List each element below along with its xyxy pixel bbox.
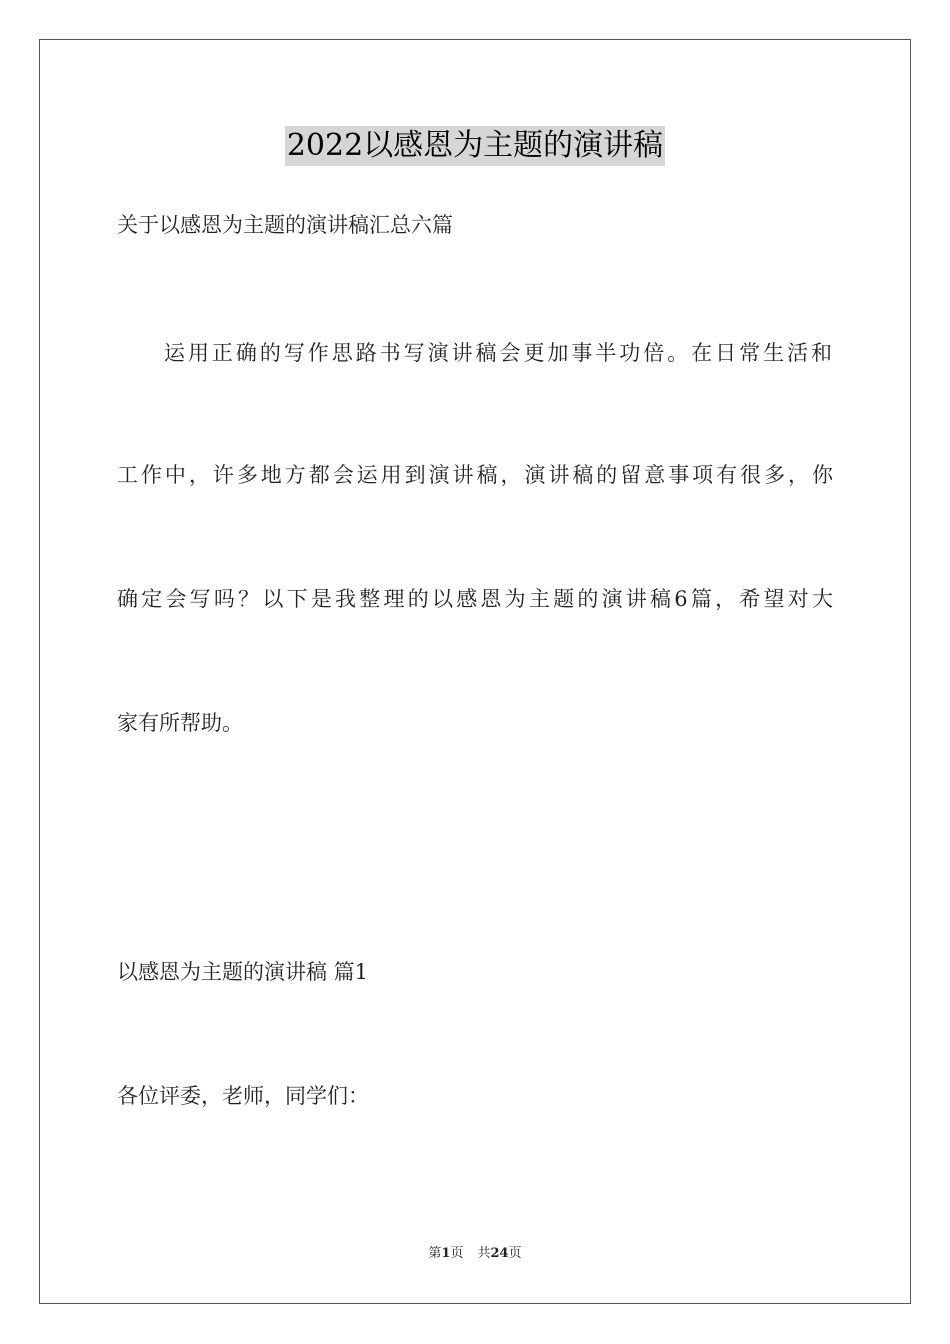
total-suffix: 页 [508,1246,522,1261]
document-subtitle: 关于以感恩为主题的演讲稿汇总六篇 [117,213,453,237]
paragraph-line: 确定会写吗？以下是我整理的以感恩为主题的演讲稿6篇，希望对大 [117,587,833,611]
paragraph-line: 家有所帮助。 [117,711,243,735]
paragraph-line: 运用正确的写作思路书写演讲稿会更加事半功倍。在日常生活和 [164,341,832,365]
page-number: 1 [441,1246,451,1261]
document-title: 2022以感恩为主题的演讲稿 [285,126,665,166]
page-prefix: 第 [428,1246,442,1261]
page-suffix: 页 [450,1246,464,1261]
title-container [0,126,950,166]
total-pages: 24 [490,1246,509,1261]
section-heading: 以感恩为主题的演讲稿 篇1 [117,960,369,984]
paragraph-line: 工作中，许多地方都会运用到演讲稿，演讲稿的留意事项有很多，你 [117,463,833,487]
salutation: 各位评委，老师，同学们： [117,1084,369,1108]
page-footer [0,1245,950,1263]
total-prefix: 共 [477,1246,491,1261]
